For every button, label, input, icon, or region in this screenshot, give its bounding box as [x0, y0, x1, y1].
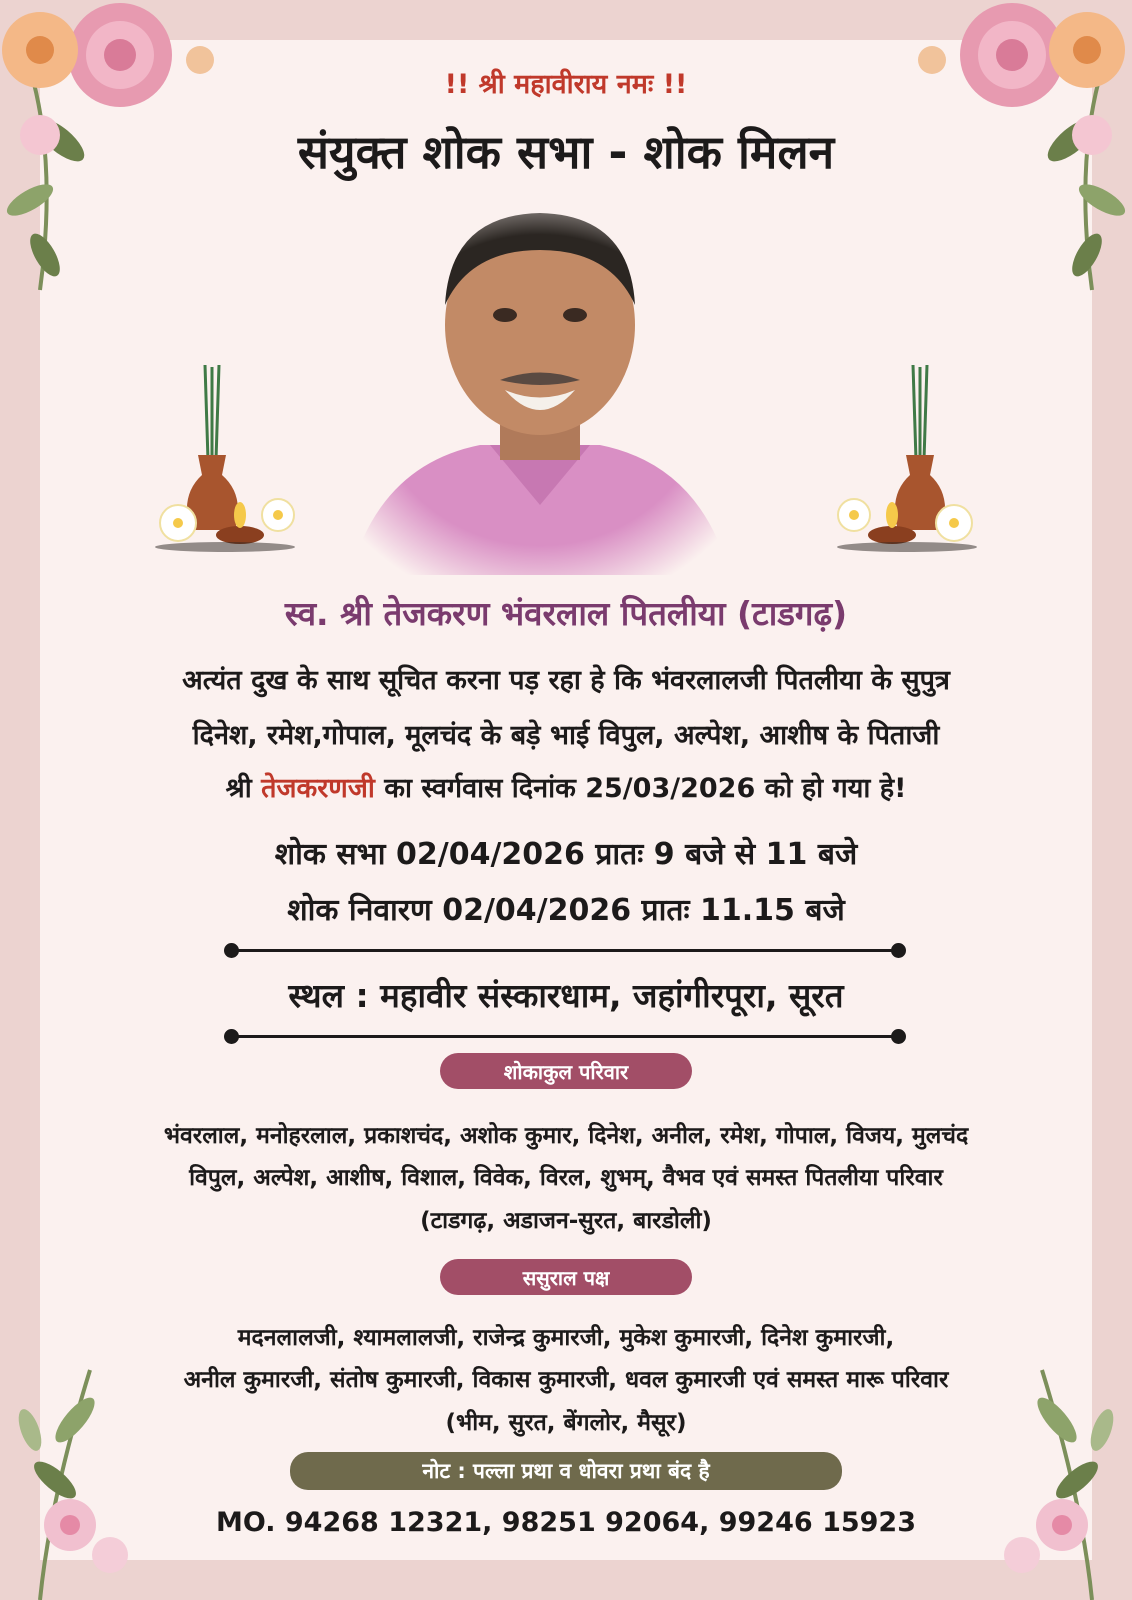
shok-sabha-time: शोक सभा 02/04/2026 प्रातः 9 बजे से 11 बजे — [274, 837, 858, 872]
inlaws-line-3: (भीम, सुरत, बेंगलोर, मैसूर) — [445, 1410, 687, 1436]
contact-numbers: MO. 94268 12321, 98251 92064, 99246 15923 — [216, 1507, 916, 1538]
family-line-3: (टाडगढ़, अडाजन-सुरत, बारडोली) — [420, 1208, 712, 1234]
divider-top — [230, 949, 900, 952]
family-line-1: भंवरलाल, मनोहरलाल, प्रकाशचंद, अशोक कुमार, दिनेश, अनील, रमेश, गोपाल, विजय, मुलचंद — [163, 1123, 969, 1149]
message-highlight-name: तेजकरणजी — [261, 773, 375, 804]
family-line-2: विपुल, अल्पेश, आशीष, विशाल, विवेक, विरल, शुभम्, वैभव एवं समस्त पितलीया परिवार — [189, 1165, 943, 1191]
inlaws-line-2: अनील कुमारजी, संतोष कुमारजी, विकास कुमारजी, धवल कुमारजी एवं समस्त मारू परिवार — [183, 1367, 949, 1393]
inlaws-line-1: मदनलालजी, श्यामलालजी, राजेन्द्र कुमारजी, मुकेश कुमारजी, दिनेश कुमारजी, — [237, 1325, 895, 1351]
invocation-text: !! श्री महावीराय नमः !! — [444, 69, 688, 100]
shok-nivaran-time: शोक निवारण 02/04/2026 प्रातः 11.15 बजे — [287, 893, 845, 928]
note-badge: नोट : पल्ला प्रथा व धोवरा प्रथा बंद है — [290, 1452, 842, 1490]
divider-bottom — [230, 1035, 900, 1038]
message-line-1: अत्यंत दुख के साथ सूचित करना पड़ रहा हे कि भंवरलालजी पितलीया के सुपुत्र — [182, 665, 950, 696]
inlaws-label-badge: ससुराल पक्ष — [440, 1259, 692, 1295]
message-line-2: दिनेश, रमेश,गोपाल, मूलचंद के बड़े भाई विपुल, अल्पेश, आशीष के पिताजी — [192, 720, 940, 751]
deceased-name: स्व. श्री तेजकरण भंवरलाल पितलीया (टाडगढ़) — [284, 594, 848, 633]
page-title: संयुक्त शोक सभा - शोक मिलन — [297, 125, 835, 179]
message-suffix: का स्वर्गवास दिनांक 25/03/2026 को हो गया हे! — [374, 773, 907, 804]
venue-text: स्थल : महावीर संस्कारधाम, जहांगीरपूरा, सूरत — [288, 976, 844, 1015]
deceased-portrait — [340, 205, 740, 575]
incense-pot-icon — [832, 365, 982, 560]
message-prefix: श्री — [225, 773, 262, 804]
family-label-badge: शोकाकुल परिवार — [440, 1053, 692, 1089]
incense-pot-icon — [150, 365, 300, 560]
message-line-3 — [0, 768, 1132, 805]
